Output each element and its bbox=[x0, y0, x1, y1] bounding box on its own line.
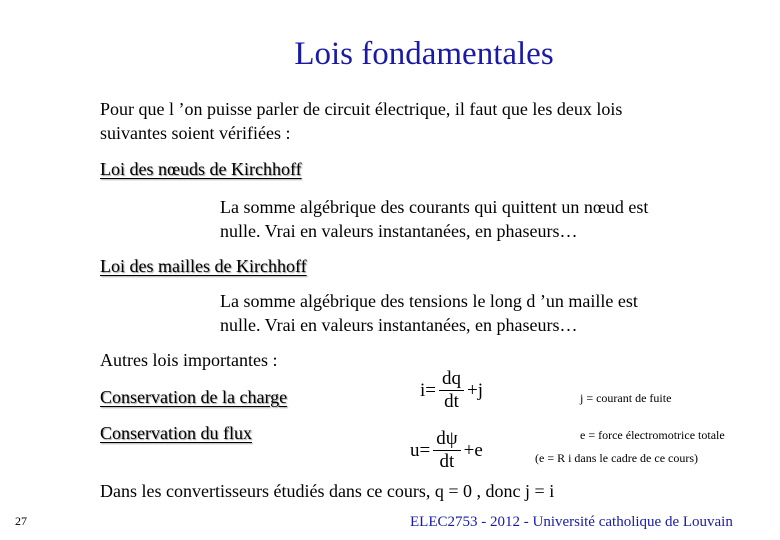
charge-eq-fraction bbox=[439, 368, 464, 413]
charge-conservation-heading: Conservation de la charge bbox=[100, 387, 288, 407]
charge-eq-numerator: dq bbox=[439, 368, 464, 391]
charge-eq-denominator: dt bbox=[444, 391, 459, 412]
intro-line-2: suivantes soient vérifiées : bbox=[100, 123, 291, 143]
charge-equation bbox=[420, 368, 483, 413]
flux-eq-equals: = bbox=[419, 439, 431, 461]
footer-course: ELEC2753 - 2012 - Université catholique de Louvain bbox=[410, 514, 733, 530]
kirchhoff-meshes-line-2: nulle. Vrai en valeurs instantanées, en phaseurs… bbox=[220, 315, 578, 335]
kirchhoff-nodes-body bbox=[220, 195, 648, 243]
flux-eq-plus: + bbox=[463, 439, 475, 461]
kirchhoff-nodes-line-1: La somme algébrique des courants qui quittent un nœud est bbox=[220, 197, 649, 217]
emf-note-course: (e = R i dans le cadre de ce cours) bbox=[535, 451, 699, 465]
page-number: 27 bbox=[15, 514, 27, 528]
kirchhoff-nodes-line-2: nulle. Vrai en valeurs instantanées, en phaseurs… bbox=[220, 221, 578, 241]
flux-eq-denominator: dt bbox=[439, 451, 455, 472]
flux-eq-fraction bbox=[433, 428, 460, 473]
flux-eq-term: e bbox=[474, 439, 483, 461]
conclusion-text: Dans les convertisseurs étudiés dans ce cours, q = 0 , donc j = i bbox=[100, 481, 555, 501]
charge-eq-term: j bbox=[477, 379, 483, 401]
slide-title: Lois fondamentales bbox=[294, 36, 554, 72]
kirchhoff-meshes-line-1: La somme algébrique des tensions le long d ’un maille est bbox=[220, 291, 638, 311]
leakage-current-note: j = courant de fuite bbox=[580, 391, 672, 405]
charge-eq-equals: = bbox=[425, 379, 436, 401]
kirchhoff-meshes-heading: Loi des mailles de Kirchhoff bbox=[100, 256, 307, 276]
flux-conservation-heading: Conservation du flux bbox=[100, 423, 252, 443]
charge-eq-lhs: i bbox=[420, 379, 426, 401]
flux-eq-numerator: dψ bbox=[433, 428, 460, 451]
intro-line-1: Pour que l ’on puisse parler de circuit électrique, il faut que les deux lois bbox=[100, 99, 623, 119]
emf-note: e = force électromotrice totale bbox=[580, 428, 725, 442]
flux-eq-lhs: u bbox=[410, 439, 420, 461]
flux-equation bbox=[410, 428, 483, 473]
other-laws-label: Autres lois importantes : bbox=[100, 350, 278, 370]
kirchhoff-meshes-body bbox=[220, 289, 638, 337]
kirchhoff-nodes-heading: Loi des nœuds de Kirchhoff bbox=[100, 159, 302, 179]
intro-paragraph bbox=[100, 97, 622, 145]
charge-eq-plus: + bbox=[467, 379, 478, 401]
